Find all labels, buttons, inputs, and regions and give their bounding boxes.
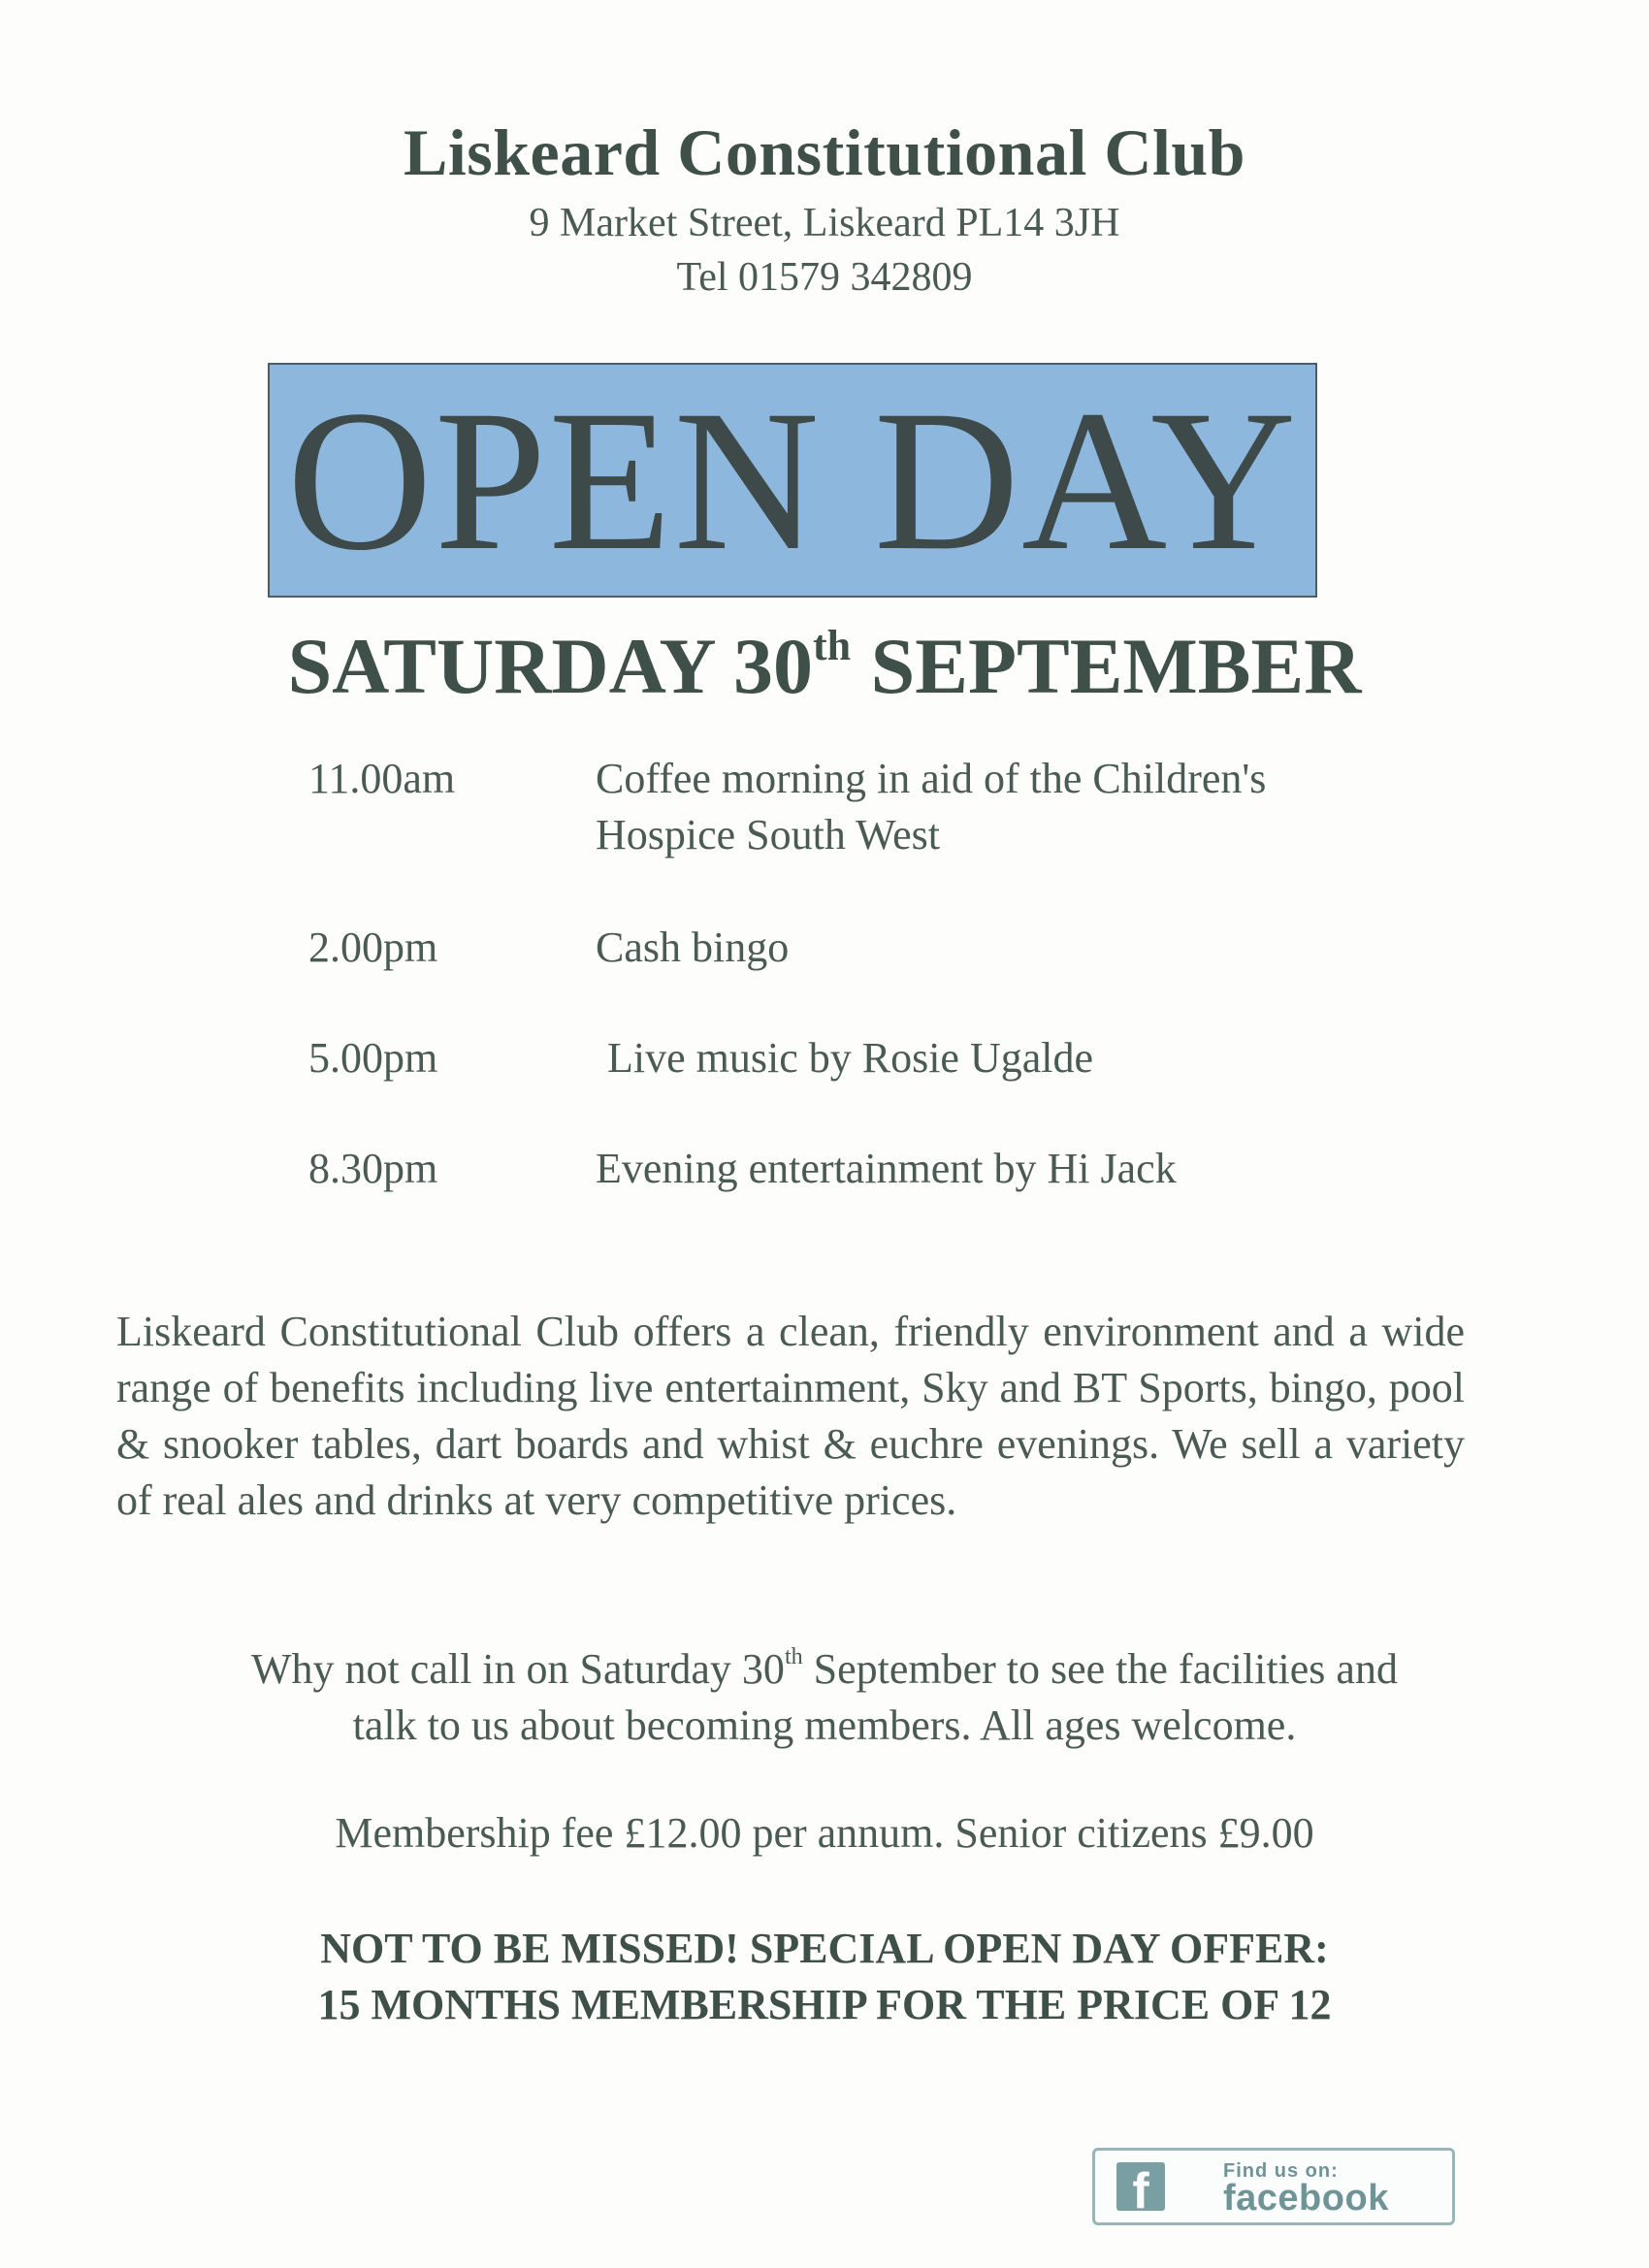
- schedule-event: Cash bingo: [596, 923, 790, 971]
- facebook-find-us-text: Find us on:: [1223, 2160, 1339, 2182]
- schedule-time: 11.00am: [308, 755, 456, 802]
- invite-line-2: talk to us about becoming members. All ages welcome.: [352, 1701, 1297, 1749]
- facebook-icon: f: [1116, 2162, 1165, 2211]
- invite-line-1: [0, 1641, 1649, 1698]
- schedule-event-line: Hospice South West: [596, 811, 940, 859]
- invite-text-part2: September to see the facilities and: [802, 1645, 1398, 1693]
- schedule-time: 2.00pm: [308, 923, 438, 971]
- invite-date-suffix: th: [784, 1644, 803, 1669]
- facebook-badge[interactable]: [1092, 2148, 1455, 2225]
- offer-line-1: NOT TO BE MISSED! SPECIAL OPEN DAY OFFER:: [320, 1925, 1329, 1972]
- date-day: SATURDAY 30: [287, 622, 814, 710]
- date-suffix: th: [813, 622, 852, 669]
- schedule-event: [596, 751, 1391, 863]
- schedule-time: 8.30pm: [308, 1145, 438, 1192]
- event-date-heading: [0, 621, 1649, 712]
- special-offer: [0, 1921, 1649, 2033]
- club-description: Liskeard Constitutional Club offers a clean, friendly environment and a wide range of benefits including live entertainment, Sky and BT Sports, bingo, pool & snooker tables, dart boards and whist & euchre evenings. We sell a variety of real ales and drinks at very competitive prices.: [116, 1308, 1465, 1524]
- club-phone: Tel 01579 342809: [676, 255, 973, 300]
- offer-line-2: 15 MONTHS MEMBERSHIP FOR THE PRICE OF 12: [317, 1981, 1332, 2028]
- membership-fees: Membership fee £12.00 per annum. Senior citizens £9.00: [335, 1809, 1314, 1857]
- facebook-wordmark: facebook: [1223, 2178, 1389, 2219]
- invite-text-part1: Why not call in on Saturday 30: [251, 1645, 785, 1693]
- schedule-event: Live music by Rosie Ugalde: [607, 1034, 1094, 1082]
- invite-paragraph: [0, 1641, 1649, 1754]
- open-day-banner: [268, 363, 1317, 598]
- banner-text: OPEN DAY: [286, 369, 1299, 592]
- schedule-time: 5.00pm: [308, 1034, 438, 1082]
- date-month: SEPTEMBER: [851, 622, 1362, 710]
- club-address: 9 Market Street, Liskeard PL14 3JH: [529, 201, 1120, 245]
- schedule-event-line: Coffee morning in aid of the Children's: [596, 755, 1267, 802]
- club-name: Liskeard Constitutional Club: [404, 115, 1245, 189]
- schedule-event: Evening entertainment by Hi Jack: [596, 1145, 1177, 1192]
